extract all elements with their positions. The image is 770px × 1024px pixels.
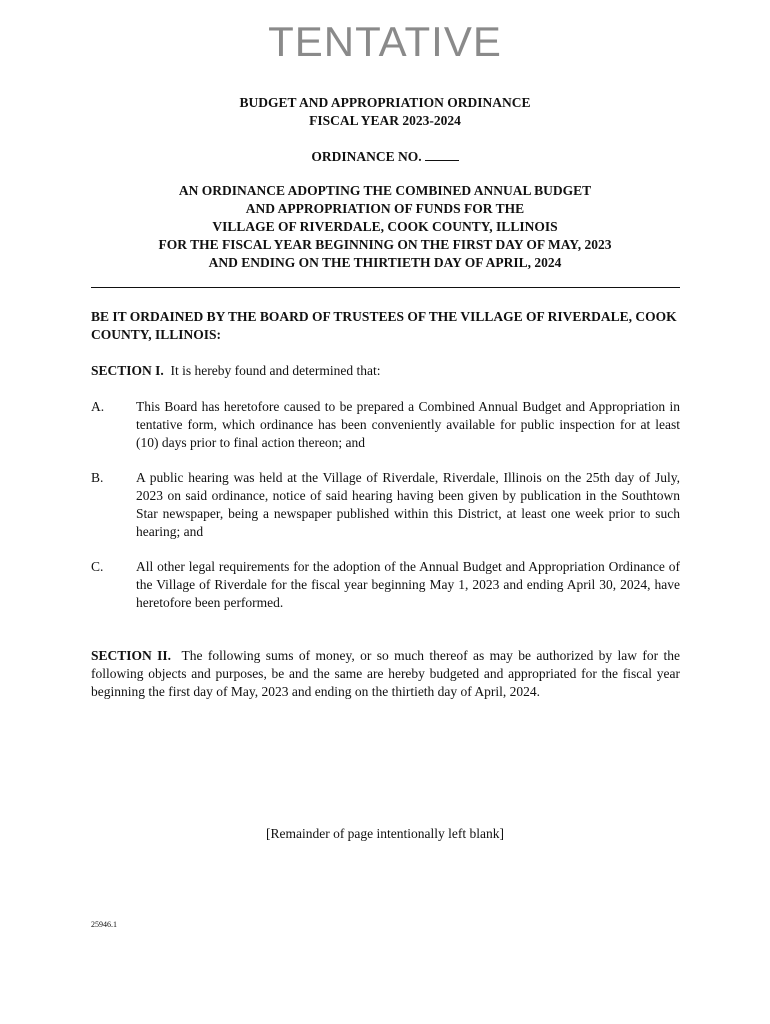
- section-two-heading: SECTION II.: [91, 648, 172, 663]
- subtitle-line: FOR THE FISCAL YEAR BEGINNING ON THE FIRST DAY OF MAY, 2023: [158, 237, 612, 252]
- finding-letter: B.: [91, 470, 104, 485]
- horizontal-divider: [91, 287, 680, 288]
- tentative-watermark: TENTATIVE: [268, 18, 502, 65]
- finding-text: All other legal requirements for the adoption of the Annual Budget and Appropriation Ordinance of the Village of Riverdale for the fiscal year beginning May 1, 2023 and ending April 30, 2024, have heretofore been performed.: [136, 559, 680, 610]
- ordinance-number-label: ORDINANCE NO.: [311, 149, 422, 164]
- ordinance-number-blank: [425, 148, 459, 161]
- title-line: BUDGET AND APPROPRIATION ORDINANCE: [239, 95, 531, 110]
- document-title: [0, 94, 770, 130]
- ordinance-subtitle: [0, 182, 770, 272]
- subtitle-line: AND ENDING ON THE THIRTIETH DAY OF APRIL, 2024: [208, 255, 562, 270]
- title-line: FISCAL YEAR 2023-2024: [309, 113, 461, 128]
- subtitle-line: VILLAGE OF RIVERDALE, COOK COUNTY, ILLINOIS: [212, 219, 558, 234]
- finding-item: [91, 558, 680, 612]
- section-one-intro: [91, 362, 680, 380]
- section-one-text: It is hereby found and determined that:: [170, 363, 381, 378]
- section-two-paragraph: [91, 647, 680, 701]
- document-code: 25946.1: [91, 920, 117, 929]
- finding-text: A public hearing was held at the Village of Riverdale, Riverdale, Illinois on the 25th day of July, 2023 on said ordinance, notice of said hearing having been given by publication in the Southtown Star newspaper, being a newspaper published within this District, at least one week prior to such hearing; and: [136, 470, 680, 539]
- ordinance-number: [0, 148, 770, 166]
- section-one-heading: SECTION I.: [91, 363, 164, 378]
- remainder-note: [Remainder of page intentionally left blank]: [265, 826, 505, 841]
- subtitle-line: AN ORDINANCE ADOPTING THE COMBINED ANNUAL BUDGET: [178, 183, 592, 198]
- section-two-text: The following sums of money, or so much thereof as may be authorized by law for the following objects and purposes, be and the same are hereby budgeted and appropriated for the fiscal year beginning the first day of May, 2023 and ending on the thirtieth day of April, 2024.: [91, 648, 681, 699]
- subtitle-line: AND APPROPRIATION OF FUNDS FOR THE: [245, 201, 525, 216]
- ordained-clause: BE IT ORDAINED BY THE BOARD OF TRUSTEES OF THE VILLAGE OF RIVERDALE, COOK COUNTY, ILLINOIS:: [91, 309, 677, 342]
- finding-item: [91, 469, 680, 541]
- finding-letter: A.: [91, 399, 105, 414]
- finding-text: This Board has heretofore caused to be prepared a Combined Annual Budget and Appropriation in tentative form, which ordinance has been conveniently available for public inspection for at least (10) days prior to final action thereon; and: [136, 399, 680, 450]
- finding-item: [91, 398, 680, 452]
- finding-letter: C.: [91, 559, 104, 574]
